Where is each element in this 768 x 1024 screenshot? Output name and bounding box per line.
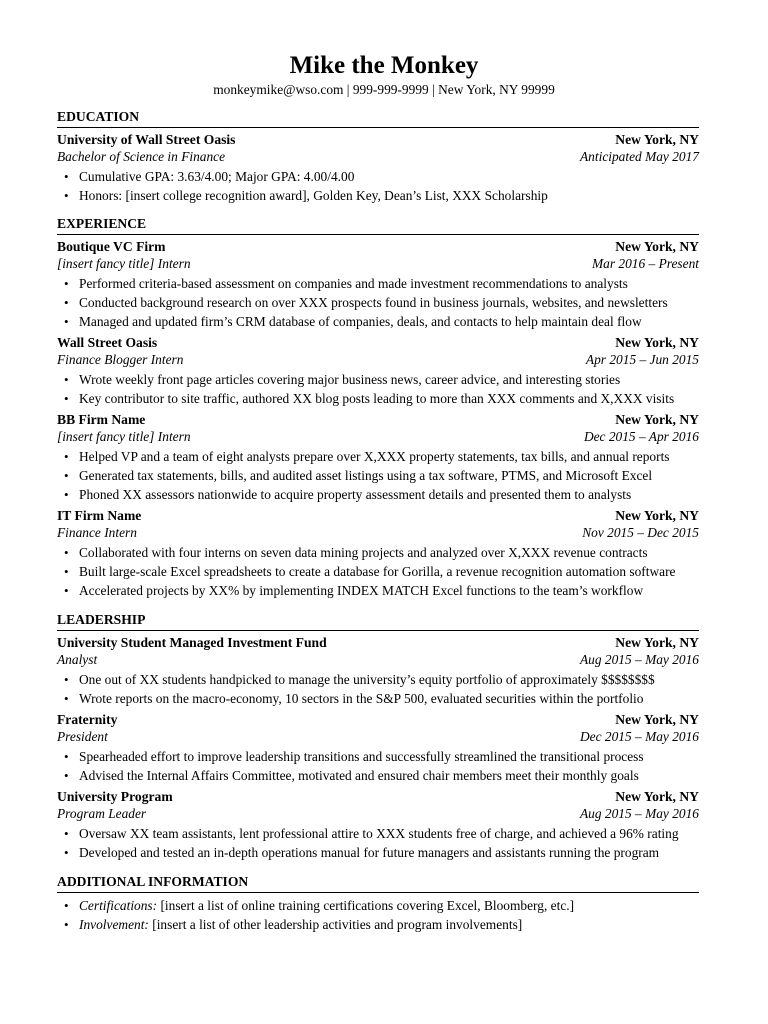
role-title: Finance Intern bbox=[57, 525, 137, 540]
bullet-glyph: • bbox=[64, 672, 69, 687]
entry-header bbox=[57, 238, 699, 256]
date-range: Dec 2015 – May 2016 bbox=[580, 729, 699, 744]
section-title: LEADERSHIP bbox=[57, 611, 699, 631]
organization-name: Wall Street Oasis bbox=[57, 335, 158, 350]
bullet-list bbox=[57, 670, 699, 708]
organization-name: Fraternity bbox=[57, 712, 118, 727]
role-title: Program Leader bbox=[57, 806, 147, 821]
bullet-text: Generated tax statements, bills, and audited asset listings using a tax software, PTMS, and Microsoft Excel bbox=[79, 468, 653, 483]
bullet-list bbox=[57, 370, 699, 408]
organization-name: BB Firm Name bbox=[57, 412, 146, 427]
bullet-item bbox=[57, 766, 699, 785]
bullet-item bbox=[57, 293, 699, 312]
bullet-glyph: • bbox=[64, 898, 69, 913]
entry-header bbox=[57, 411, 699, 429]
entry bbox=[57, 788, 699, 862]
bullet-glyph: • bbox=[64, 917, 69, 932]
bullet-list bbox=[57, 747, 699, 785]
bullet-list bbox=[57, 543, 699, 600]
bullet-glyph: • bbox=[64, 487, 69, 502]
role-title: Analyst bbox=[57, 652, 98, 667]
bullet-item bbox=[57, 312, 699, 331]
bullet-item bbox=[57, 447, 699, 466]
bullet-glyph: • bbox=[64, 583, 69, 598]
item-label: Certifications: bbox=[79, 898, 158, 913]
entry-header bbox=[57, 131, 699, 149]
bullet-text: Key contributor to site traffic, authored XX blog posts leading to more than XXX comments and X,XXX visits bbox=[79, 391, 675, 406]
section-title: EXPERIENCE bbox=[57, 215, 699, 235]
location: New York, NY bbox=[615, 712, 699, 727]
bullet-text: Conducted background research on over XXX prospects found in business journals, websites, and newsletters bbox=[79, 295, 668, 310]
additional-item bbox=[57, 896, 699, 915]
bullet-glyph: • bbox=[64, 391, 69, 406]
bullet-item bbox=[57, 747, 699, 766]
entry bbox=[57, 411, 699, 504]
role-title: Finance Blogger Intern bbox=[57, 352, 184, 367]
entry-subheader bbox=[57, 729, 699, 745]
bullet-item bbox=[57, 843, 699, 862]
role-title: [insert fancy title] Intern bbox=[57, 429, 191, 444]
date-range: Dec 2015 – Apr 2016 bbox=[583, 429, 699, 444]
entry bbox=[57, 711, 699, 785]
bullet-text: Managed and updated firm’s CRM database of companies, deals, and contacts to help maintain deal flow bbox=[79, 314, 642, 329]
role-title: [insert fancy title] Intern bbox=[57, 256, 191, 271]
bullet-text: Spearheaded effort to improve leadership transitions and successfully streamlined the transitional process bbox=[79, 749, 644, 764]
bullet-text: Phoned XX assessors nationwide to acquire property assessment details and presented them to analysts bbox=[79, 487, 632, 502]
additional-list bbox=[57, 896, 699, 934]
bullet-text: Advised the Internal Affairs Committee, motivated and ensured chair members meet their monthly goals bbox=[79, 768, 639, 783]
organization-name: University Program bbox=[57, 789, 173, 804]
bullet-glyph: • bbox=[64, 845, 69, 860]
additional-information-section bbox=[57, 873, 699, 936]
bullet-list bbox=[57, 274, 699, 331]
bullet-text: Wrote reports on the macro-economy, 10 sectors in the S&P 500, evaluated securities within the portfolio bbox=[79, 691, 644, 706]
bullet-item bbox=[57, 543, 699, 562]
bullet-text: Accelerated projects by XX% by implementing INDEX MATCH Excel functions to the team’s workflow bbox=[79, 583, 644, 598]
bullet-text: One out of XX students handpicked to manage the university’s equity portfolio of approximately $$$$$$$$ bbox=[79, 672, 655, 687]
bullet-item bbox=[57, 370, 699, 389]
bullet-glyph: • bbox=[64, 372, 69, 387]
entry bbox=[57, 334, 699, 408]
entry bbox=[57, 507, 699, 600]
item-text: [insert a list of other leadership activities and program involvements] bbox=[148, 917, 523, 932]
bullet-glyph: • bbox=[64, 826, 69, 841]
bullet-glyph: • bbox=[64, 545, 69, 560]
entry bbox=[57, 238, 699, 331]
role-title: President bbox=[57, 729, 108, 744]
item-text: [insert a list of online training certifications covering Excel, Bloomberg, etc.] bbox=[157, 898, 575, 913]
entry-header bbox=[57, 711, 699, 729]
date-range: Aug 2015 – May 2016 bbox=[579, 806, 699, 821]
entry-header bbox=[57, 788, 699, 806]
location: New York, NY bbox=[615, 789, 699, 804]
entry-subheader bbox=[57, 525, 699, 541]
location: New York, NY bbox=[615, 635, 699, 650]
experience-section bbox=[57, 215, 699, 602]
bullet-text: Performed criteria-based assessment on companies and made investment recommendations to analysts bbox=[79, 276, 628, 291]
bullet-list bbox=[57, 824, 699, 862]
bullet-text: Helped VP and a team of eight analysts prepare over X,XXX property statements, tax bills, and annual reports bbox=[79, 449, 670, 464]
location: New York, NY bbox=[615, 132, 699, 147]
entry-subheader bbox=[57, 806, 699, 822]
bullet-text: Collaborated with four interns on seven data mining projects and analyzed over X,XXX revenue contracts bbox=[79, 545, 648, 560]
entry bbox=[57, 634, 699, 708]
location: New York, NY bbox=[615, 412, 699, 427]
additional-item bbox=[57, 915, 699, 934]
organization-name: University of Wall Street Oasis bbox=[57, 132, 236, 147]
bullet-item bbox=[57, 274, 699, 293]
bullet-glyph: • bbox=[64, 314, 69, 329]
organization-name: University Student Managed Investment Fund bbox=[57, 635, 327, 650]
bullet-item bbox=[57, 466, 699, 485]
entry-subheader bbox=[57, 429, 699, 445]
entry-subheader bbox=[57, 352, 699, 368]
bullet-text: Developed and tested an in-depth operations manual for future managers and assistants running the program bbox=[79, 845, 660, 860]
entry-subheader bbox=[57, 256, 699, 272]
section-title: EDUCATION bbox=[57, 108, 699, 128]
bullet-text: Cumulative GPA: 3.63/4.00; Major GPA: 4.00/4.00 bbox=[79, 169, 355, 184]
bullet-glyph: • bbox=[64, 691, 69, 706]
bullet-glyph: • bbox=[64, 564, 69, 579]
location: New York, NY bbox=[615, 239, 699, 254]
leadership-section bbox=[57, 611, 699, 864]
entry-header bbox=[57, 334, 699, 352]
item-label: Involvement: bbox=[79, 917, 149, 932]
bullet-text: Built large-scale Excel spreadsheets to create a database for Gorilla, a revenue recognition automation software bbox=[79, 564, 676, 579]
bullet-item bbox=[57, 670, 699, 689]
education-section bbox=[57, 108, 699, 207]
bullet-glyph: • bbox=[64, 169, 69, 184]
bullet-item bbox=[57, 562, 699, 581]
bullet-glyph: • bbox=[64, 295, 69, 310]
section-title: ADDITIONAL INFORMATION bbox=[57, 873, 699, 893]
organization-name: IT Firm Name bbox=[57, 508, 142, 523]
bullet-item bbox=[57, 389, 699, 408]
bullet-item bbox=[57, 485, 699, 504]
date-range: Nov 2015 – Dec 2015 bbox=[582, 525, 699, 540]
bullet-text: Honors: [insert college recognition award], Golden Key, Dean’s List, XXX Scholarship bbox=[79, 188, 548, 203]
bullet-glyph: • bbox=[64, 188, 69, 203]
date-range: Apr 2015 – Jun 2015 bbox=[585, 352, 699, 367]
bullet-glyph: • bbox=[64, 768, 69, 783]
bullet-item bbox=[57, 689, 699, 708]
date-range: Mar 2016 – Present bbox=[592, 256, 699, 271]
entry bbox=[57, 131, 699, 205]
bullet-item bbox=[57, 186, 699, 205]
entry-subheader bbox=[57, 652, 699, 668]
candidate-name: Mike the Monkey bbox=[289, 52, 479, 79]
bullet-list bbox=[57, 167, 699, 205]
date-range: Anticipated May 2017 bbox=[580, 149, 699, 164]
bullet-text: Wrote weekly front page articles covering major business news, career advice, and interesting stories bbox=[79, 372, 621, 387]
bullet-item bbox=[57, 167, 699, 186]
contact-line: monkeymike@wso.com | 999-999-9999 | New York, NY 99999 bbox=[213, 82, 555, 97]
bullet-item bbox=[57, 581, 699, 600]
bullet-item bbox=[57, 824, 699, 843]
bullet-glyph: • bbox=[64, 749, 69, 764]
entry-subheader bbox=[57, 149, 699, 165]
location: New York, NY bbox=[615, 508, 699, 523]
bullet-glyph: • bbox=[64, 276, 69, 291]
entry-header bbox=[57, 507, 699, 525]
date-range: Aug 2015 – May 2016 bbox=[579, 652, 699, 667]
bullet-glyph: • bbox=[64, 449, 69, 464]
bullet-list bbox=[57, 447, 699, 504]
location: New York, NY bbox=[615, 335, 699, 350]
bullet-text: Oversaw XX team assistants, lent professional attire to XXX students free of charge, and achieved a 96% rating bbox=[79, 826, 679, 841]
entry-header bbox=[57, 634, 699, 652]
bullet-glyph: • bbox=[64, 468, 69, 483]
role-title: Bachelor of Science in Finance bbox=[57, 149, 226, 164]
organization-name: Boutique VC Firm bbox=[57, 239, 166, 254]
